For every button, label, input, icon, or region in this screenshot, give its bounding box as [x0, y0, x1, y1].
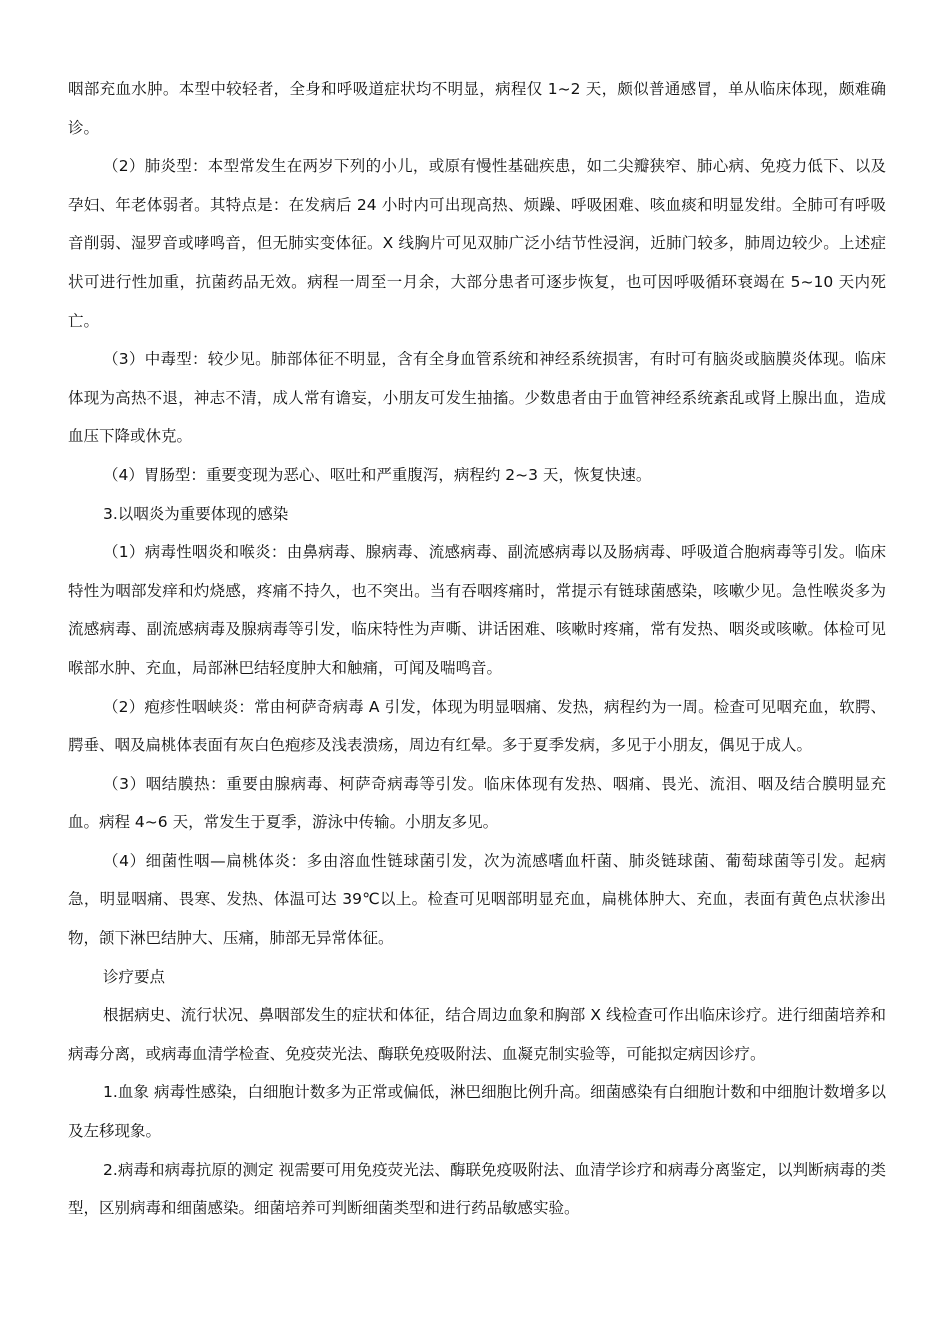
- paragraph-6: （1）病毒性咽炎和喉炎：由鼻病毒、腺病毒、流感病毒、副流感病毒以及肠病毒、呼吸道合胞病毒等引发。临床特性为咽部发痒和灼烧感，疼痛不持久，也不突出。当有吞咽疼痛时，常提示有链球菌感染，咳嗽少见。急性喉炎多为流感病毒、副流感病毒及腺病毒等引发，临床特性为声嘶、讲话困难、咳嗽时疼痛，常有发热、咽炎或咳嗽。体检可见喉部水肿、充血，局部淋巴结轻度肿大和触痛，可闻及喘鸣音。: [68, 543, 886, 677]
- diagnosis-heading: 诊疗要点: [103, 967, 166, 986]
- paragraph-7: （2）疱疹性咽峡炎：常由柯萨奇病毒 A 引发，体现为明显咽痛、发热，病程约为一周。检查可见咽充血，软腭、腭垂、咽及扁桃体表面有灰白色疱疹及浅表溃疡，周边有红晕。多于夏季发病，多见于小朋友，偶见于成人。: [68, 697, 886, 755]
- paragraph-1: 咽部充血水肿。本型中较轻者，全身和呼吸道症状均不明显，病程仅 1~2 天，颇似普通感冒，单从临床体现，颇难确诊。: [68, 80, 886, 137]
- paragraph-3: （3）中毒型：较少见。肺部体征不明显，含有全身血管系统和神经系统损害，有时可有脑炎或脑膜炎体现。临床体现为高热不退，神志不清，成人常有谵妄，小朋友可发生抽搐。少数患者由于血管神经系统紊乱或肾上腺出血，造成血压下降或休克。: [68, 350, 886, 446]
- paragraph-13: 2.病毒和病毒抗原的测定 视需要可用免疫荧光法、酶联免疫吸附法、血清学诊疗和病毒分离鉴定，以判断病毒的类型，区别病毒和细菌感染。细菌培养可判断细菌类型和进行药品敏感实验。: [68, 1160, 886, 1218]
- paragraph-9: （4）细菌性咽—扁桃体炎：多由溶血性链球菌引发，次为流感嗜血杆菌、肺炎链球菌、葡萄球菌等引发。起病急，明显咽痛、畏寒、发热、体温可达 39℃以上。检查可见咽部明显充血，扁桃体肿大、充血，表面有黄色点状渗出物，颌下淋巴结肿大、压痛，肺部无异常体征。: [68, 851, 886, 948]
- paragraph-2: （2）肺炎型：本型常发生在两岁下列的小儿，或原有慢性基础疾患，如二尖瓣狭窄、肺心病、免疫力低下、以及孕妇、年老体弱者。其特点是：在发病后 24 小时内可出现高热、烦躁、呼吸困难、咳血痰和明显发绀。全肺可有呼吸音削弱、湿罗音或哮鸣音，但无肺实变体征。X 线胸片可见双肺广泛小结节性浸润，近肺门较多，肺周边较少。上述症状可进行性加重，抗菌药品无效。病程一周至一月余，大部分患者可逐步恢复，也可因呼吸循环衰竭在 5~10 天内死亡。: [68, 157, 886, 330]
- paragraph-4: （4）胃肠型：重要变现为恶心、呕吐和严重腹泻，病程约 2~3 天，恢复快速。: [103, 465, 652, 484]
- document-page: [68, 70, 886, 1228]
- paragraph-8: （3）咽结膜热：重要由腺病毒、柯萨奇病毒等引发。临床体现有发热、咽痛、畏光、流泪、咽及结合膜明显充血。病程 4~6 天，常发生于夏季，游泳中传输。小朋友多见。: [68, 774, 886, 832]
- paragraph-12: 1.血象 病毒性感染，白细胞计数多为正常或偏低，淋巴细胞比例升高。细菌感染有白细胞计数和中细胞计数增多以及左移现象。: [68, 1083, 886, 1141]
- section-heading: 3.以咽炎为重要体现的感染: [103, 504, 289, 523]
- paragraph-11: 根据病史、流行状况、鼻咽部发生的症状和体征，结合周边血象和胸部 X 线检查可作出临床诊疗。进行细菌培养和病毒分离，或病毒血清学检查、免疫荧光法、酶联免疫吸附法、血凝克制实验等，可能拟定病因诊疗。: [68, 1006, 886, 1063]
